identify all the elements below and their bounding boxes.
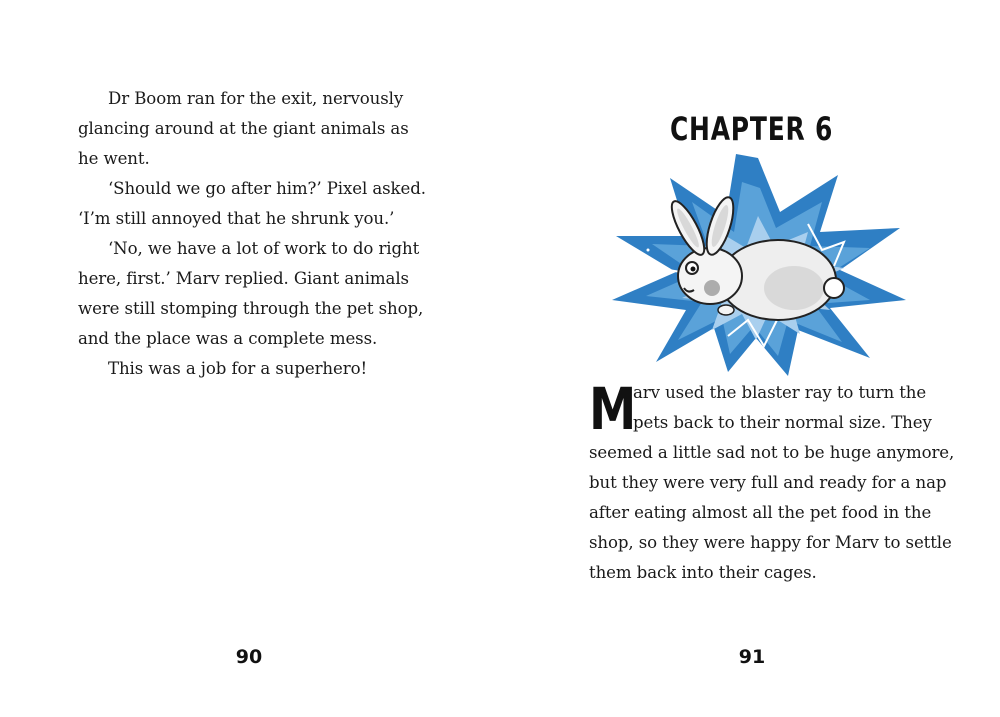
- text-line: glancing around at the giant animals as: [78, 119, 409, 138]
- text-line: ‘Should we go after him?’ Pixel asked.: [108, 179, 426, 198]
- right-page-text: [589, 375, 959, 588]
- text-line: Dr Boom ran for the exit, nervously: [108, 89, 404, 108]
- rabbit-illustration: [608, 150, 908, 380]
- text-line: here, first.’ Marv replied. Giant animals: [78, 269, 409, 288]
- text-line: ‘I’m still annoyed that he shrunk you.’: [78, 209, 395, 228]
- chapter-title: CHAPTER 6: [669, 110, 834, 148]
- left-page-text: [78, 84, 426, 384]
- drop-cap: M: [589, 375, 637, 443]
- text-line: them back into their cages.: [589, 563, 817, 582]
- right-page: [500, 0, 1000, 717]
- text-line: This was a job for a superhero!: [108, 359, 368, 378]
- text-line: shop, so they were happy for Marv to settle: [589, 533, 952, 552]
- text-line: seemed a little sad not to be huge anymore,: [589, 443, 955, 462]
- text-line: after eating almost all the pet food in the: [589, 503, 932, 522]
- text-line: arv used the blaster ray to turn the: [633, 383, 927, 402]
- page-number: 91: [738, 646, 766, 668]
- text-line: but they were very full and ready for a nap: [589, 473, 947, 492]
- page-number: 90: [235, 646, 263, 668]
- text-line: were still stomping through the pet shop,: [78, 299, 424, 318]
- text-line: ‘No, we have a lot of work to do right: [108, 239, 420, 258]
- text-line: he went.: [78, 149, 150, 168]
- text-line: and the place was a complete mess.: [78, 329, 378, 348]
- rabbit-tail: [824, 278, 844, 298]
- rabbit-icon: [608, 150, 908, 380]
- text-line: pets back to their normal size. They: [633, 413, 932, 432]
